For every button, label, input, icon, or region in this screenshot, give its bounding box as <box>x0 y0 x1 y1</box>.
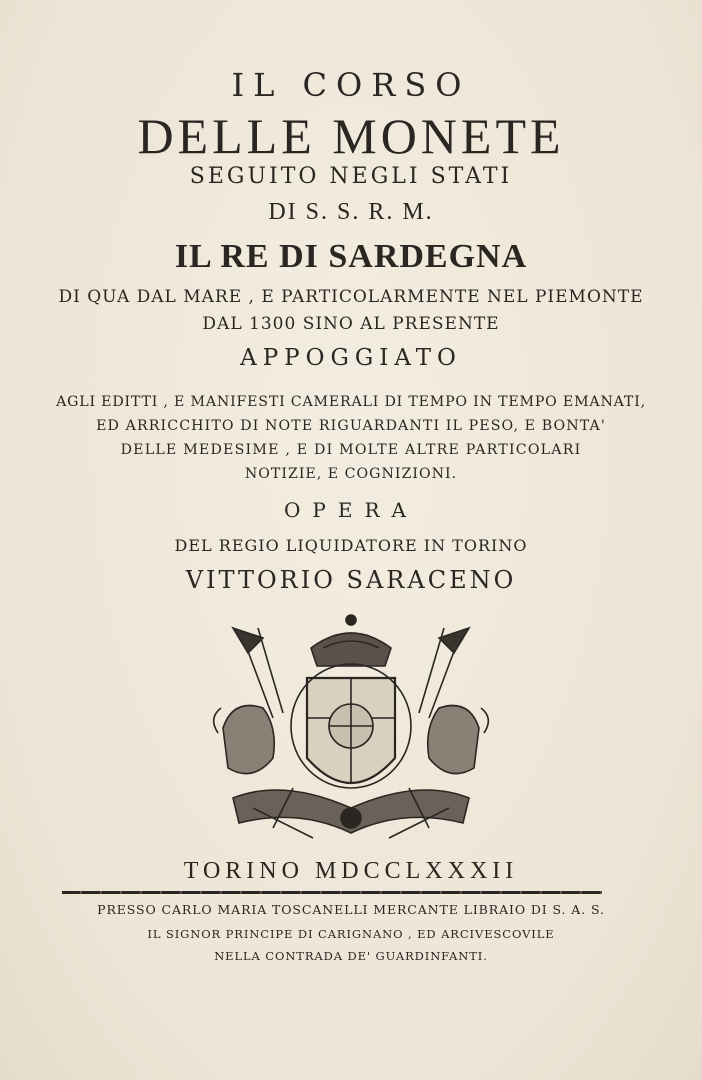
description-line-1: AGLI EDITTI , E MANIFESTI CAMERALI DI TEMPO IN TEMPO EMANATI, <box>56 394 646 410</box>
subtitle-line-1: DI QUA DAL MARE , E PARTICOLARMENTE NEL PIEMONTE <box>58 287 644 307</box>
title-line-1: IL CORSO <box>231 66 471 104</box>
royal-coat-of-arms-icon <box>203 608 499 844</box>
author-name: VITTORIO SARACENO <box>185 566 517 594</box>
title-line-2: DELLE MONETE <box>137 108 565 164</box>
author-role: DEL REGIO LIQUIDATORE IN TORINO <box>174 536 528 555</box>
imprint-line-1: PRESSO CARLO MARIA TOSCANELLI MERCANTE LIBRAIO DI S. A. S. <box>97 902 605 917</box>
title-line-4: DI S. S. R. M. <box>268 199 434 225</box>
imprint-line-3: NELLA CONTRADA DE' GUARDINFANTI. <box>214 949 488 963</box>
horizontal-rule <box>62 891 602 894</box>
place-and-date: TORINO MDCCLXXXII <box>183 858 519 884</box>
appoggiato-heading: APPOGGIATO <box>240 345 462 371</box>
description-line-4: NOTIZIE, E COGNIZIONI. <box>244 466 458 482</box>
description-line-3: DELLE MEDESIME , E DI MOLTE ALTRE PARTICOLARI <box>120 442 582 458</box>
imprint-line-2: IL SIGNOR PRINCIPE DI CARIGNANO , ED ARCIVESCOVILE <box>147 927 555 941</box>
title-line-3: SEGUITO NEGLI STATI <box>189 164 513 189</box>
title-line-5: IL RE DI SARDEGNA <box>174 238 528 275</box>
subtitle-line-2: DAL 1300 SINO AL PRESENTE <box>202 314 500 334</box>
opera-heading: OPERA <box>284 498 418 522</box>
description-line-2: ED ARRICCHITO DI NOTE RIGUARDANTI IL PESO, E BONTA' <box>96 418 606 434</box>
